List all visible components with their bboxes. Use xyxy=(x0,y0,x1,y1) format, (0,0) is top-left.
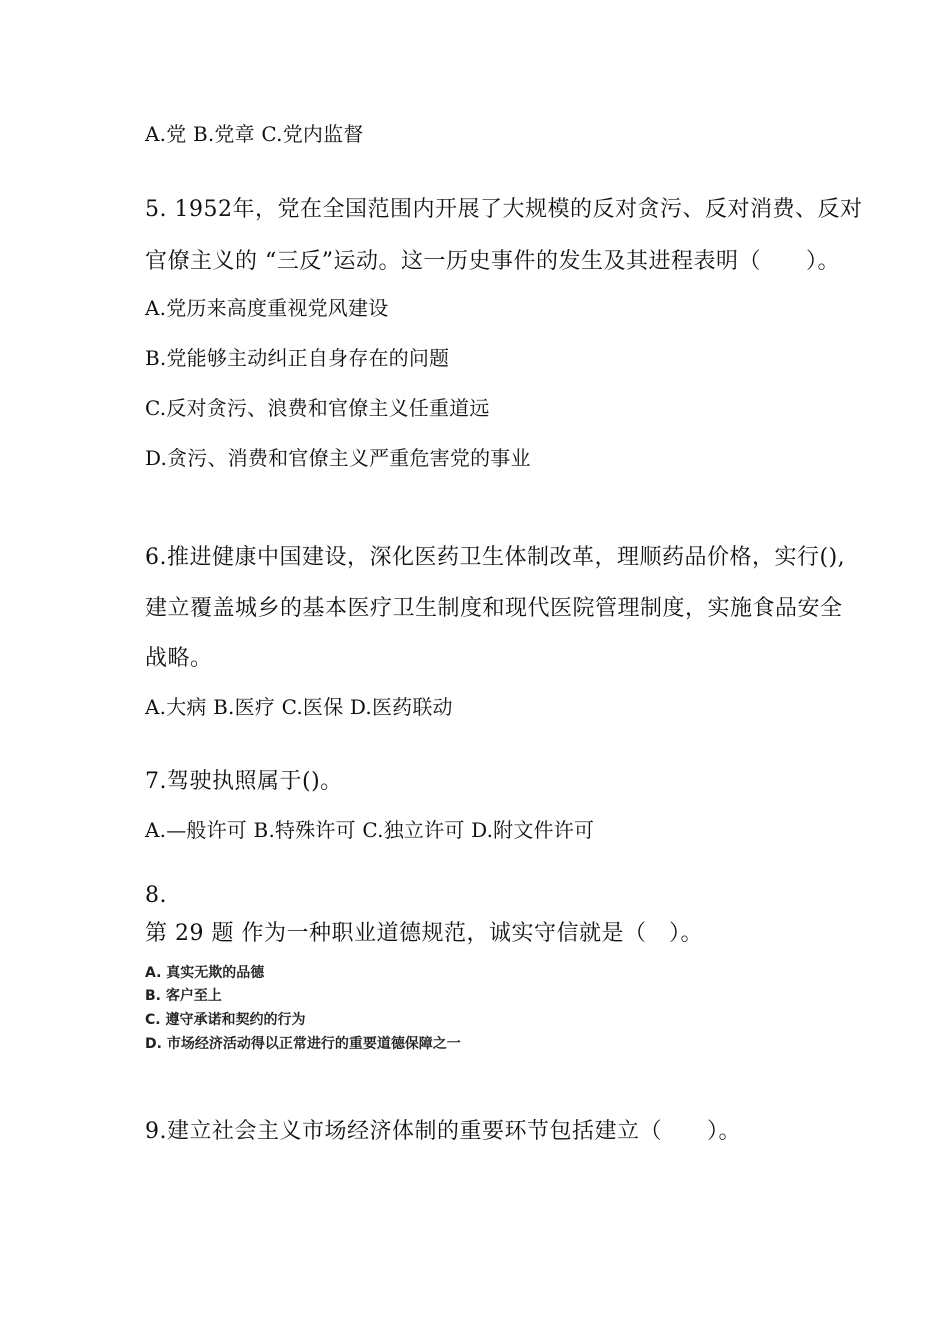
q6-stem-line2: 建立覆盖城乡的基本医疗卫生制度和现代医院管理制度，实施食品安全 xyxy=(145,596,843,621)
q8-option-c: C. 遵守承诺和契约的行为 xyxy=(145,1012,306,1028)
q5-option-c: C.反对贪污、浪费和官僚主义任重道远 xyxy=(145,396,490,420)
q5-stem-line2: 官僚主义的 “三反”运动。这一历史事件的发生及其进程表明（ ）。 xyxy=(145,249,840,274)
q6-stem-line1: 6.推进健康中国建设，深化医药卫生体制改革，理顺药品价格，实行(), xyxy=(145,545,846,570)
q5-option-b: B.党能够主动纠正自身存在的问题 xyxy=(145,346,450,370)
q8-option-a: A. 真实无欺的品德 xyxy=(145,965,265,981)
q5-option-d: D.贪污、消费和官僚主义严重危害党的事业 xyxy=(145,446,531,470)
q5-option-a: A.党历来高度重视党风建设 xyxy=(145,296,389,320)
q8-option-b: B. 客户至上 xyxy=(145,988,222,1004)
q9-stem: 9.建立社会主义市场经济体制的重要环节包括建立（ ）。 xyxy=(145,1119,741,1144)
q6-stem-line3: 战略。 xyxy=(145,646,213,671)
q4-options: A.党 B.党章 C.党内监督 xyxy=(145,122,364,146)
q7-options: A.—般许可 B.特殊许可 C.独立许可 D.附文件许可 xyxy=(145,818,595,842)
q8-number: 8. xyxy=(145,883,167,908)
q8-option-d: D. 市场经济活动得以正常进行的重要道德保障之一 xyxy=(145,1036,461,1052)
q6-options: A.大病 B.医疗 C.医保 D.医药联动 xyxy=(145,695,453,719)
q8-stem: 第 29 题 作为一种职业道德规范，诚实守信就是（ ）。 xyxy=(145,921,703,946)
q7-stem: 7.驾驶执照属于()。 xyxy=(145,769,343,794)
q5-stem-line1: 5. 1952年，党在全国范围内开展了大规模的反对贪污、反对消费、反对 xyxy=(145,197,863,222)
